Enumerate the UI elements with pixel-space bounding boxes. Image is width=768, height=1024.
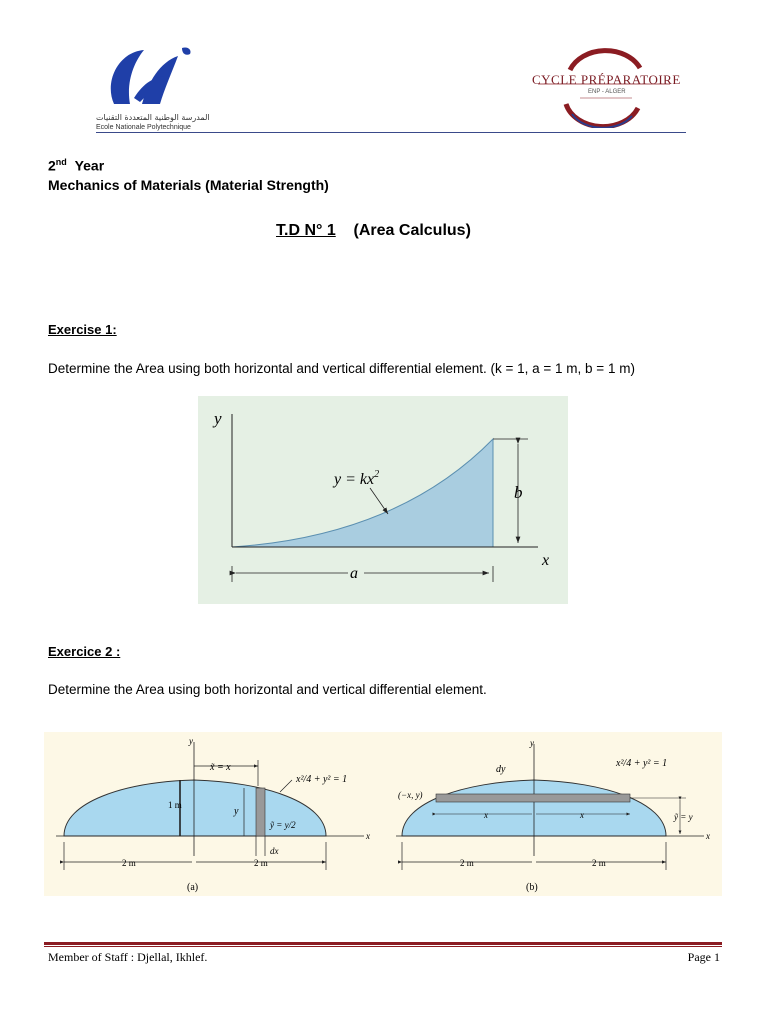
svg-text:(−x, y): (−x, y) (398, 790, 423, 800)
footer-staff: Member of Staff : Djellal, Ikhlef. (48, 950, 208, 964)
header-rule (96, 132, 686, 133)
svg-text:2 m: 2 m (254, 858, 268, 868)
fig1-equation: $y = kx^2$ (334, 469, 380, 488)
svg-text:(b): (b) (526, 882, 538, 893)
footer-page-number: Page 1 (687, 950, 720, 964)
footer-rule (44, 942, 722, 945)
svg-text:x̃ = x: x̃ = x (210, 762, 231, 773)
exercise-2-text: Determine the Area using both horizontal and vertical differential element. (48, 682, 487, 697)
figure-b (396, 738, 710, 893)
fig1-y-axis-label: y (214, 409, 222, 428)
svg-text:y: y (234, 806, 239, 817)
svg-text:x²/4 + y² = 1: x²/4 + y² = 1 (616, 758, 668, 769)
year-heading: 2nd Year (48, 157, 105, 174)
school-name-arabic: المدرسة الوطنية المتعددة التقنيات (96, 113, 210, 122)
svg-text:(a): (a) (187, 882, 199, 893)
svg-text:2 m: 2 m (460, 858, 474, 868)
cycle-title: CYCLE PRÉPARATOIRE (532, 72, 681, 87)
fig1-x-axis-label: x (542, 552, 550, 569)
fig1-dim-a: a (350, 565, 358, 582)
svg-text:x: x (366, 831, 370, 841)
td-title: T.D N° 1 (Area Calculus) (276, 222, 471, 239)
svg-text:ỹ = y/2: ỹ = y/2 (270, 820, 296, 830)
figure-a (56, 736, 370, 893)
shaded-area (232, 439, 493, 547)
svg-text:y: y (530, 738, 534, 748)
cycle-subtitle: ENP - ALGER (588, 89, 626, 95)
cycle-logo-icon (520, 48, 684, 128)
svg-text:2 m: 2 m (122, 858, 136, 868)
svg-text:x: x (580, 810, 584, 820)
course-title: Mechanics of Materials (Material Strength) (48, 177, 329, 193)
svg-text:dx: dx (270, 846, 279, 856)
exercise-2-figure (44, 732, 722, 896)
exercise-1-title: Exercise 1: (48, 322, 117, 337)
svg-text:x²/4 + y² = 1: x²/4 + y² = 1 (296, 774, 348, 785)
exercise-1-figure (198, 396, 568, 604)
svg-text:y: y (189, 736, 193, 746)
svg-text:dy: dy (496, 764, 506, 775)
svg-text:x: x (706, 831, 710, 841)
school-name-french: Ecole Nationale Polytechnique (96, 124, 191, 131)
exercise-2-title: Exercice 2 : (48, 644, 121, 659)
svg-text:x: x (484, 810, 488, 820)
fig1-dim-b: b (514, 483, 523, 502)
enp-logo-icon (104, 42, 196, 112)
exercise-1-text: Determine the Area using both horizontal and vertical differential element. (k = 1, a = 1 m, b = 1 m) (48, 361, 635, 376)
svg-text:2 m: 2 m (592, 858, 606, 868)
footer-rule-thin (44, 946, 722, 947)
svg-text:ỹ = y: ỹ = y (674, 812, 693, 822)
svg-text:1 m: 1 m (168, 800, 182, 810)
